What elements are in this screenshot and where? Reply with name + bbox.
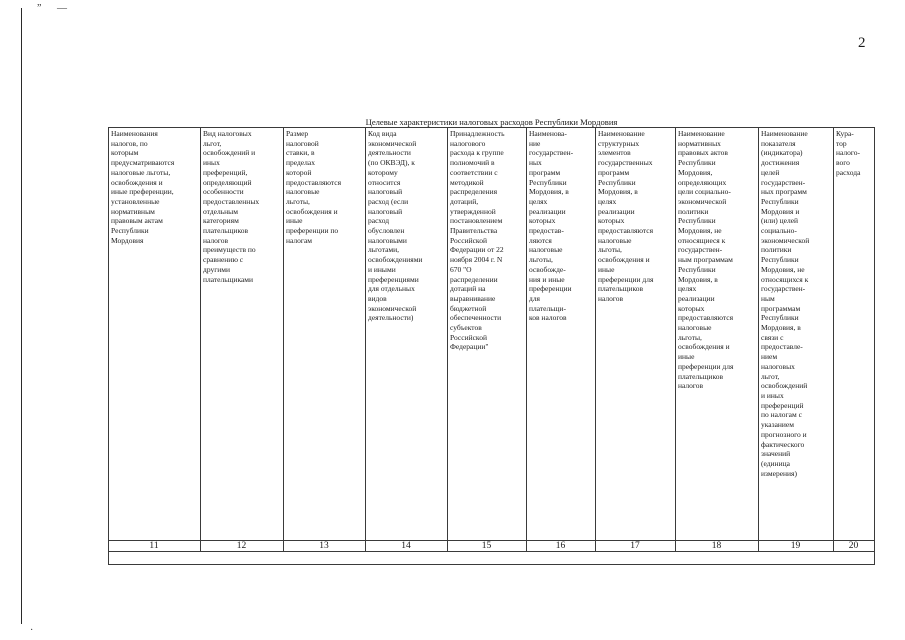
column-header-11: Наименования налогов, по которым предусматриваются налоговые льготы, освобождения и иные преференции, установленные нормативным правовым актам Республики Мордовия (111, 129, 175, 245)
table-title: Целевые характеристики налоговых расходов Республики Мордовия (365, 117, 618, 127)
tax-expense-table (108, 117, 875, 565)
table-rule (108, 127, 875, 128)
column-number-17: 17 (630, 541, 640, 551)
column-number-18: 18 (711, 541, 722, 551)
column-number-19: 19 (790, 541, 801, 551)
column-header-20: Кура- тор налого- вого расхода (836, 129, 861, 177)
table-rule (833, 127, 834, 552)
column-number-15: 15 (481, 541, 492, 551)
column-number-16: 16 (555, 541, 566, 551)
column-number-20: 20 (848, 541, 859, 551)
page-number: 2 (858, 35, 866, 51)
column-header-14: Код вида экономической деятельности (по ОКВЭД), к которому относится налоговый расход (если налоговый расход обусловлен налоговыми льготами, освобождениями и иными преференциями для отдельных видов экономической деятельности) (368, 129, 423, 323)
table-rule (108, 564, 875, 565)
column-number-11: 11 (149, 541, 159, 551)
table-rule (108, 551, 875, 552)
column-header-13: Размер налоговой ставки, в пределах которой предоставляются налоговые льготы, освобождения и иные преференции по налогам (286, 129, 342, 245)
column-number-14: 14 (401, 541, 411, 551)
scan-mark: ” (37, 3, 42, 14)
margin-rule (21, 8, 22, 624)
column-header-16: Наименова- ние государствен- ных программ Республики Мордовия, в целях реализации которых предостав- ляются налоговые льготы, освобожде- ния и иные преференции для плательщи- ков налогов (529, 129, 574, 323)
column-number-12: 12 (236, 541, 247, 551)
column-header-15: Принадлежность налогового расхода к группе полномочий в соответствии с методикой распределения дотаций, утвержденной постановлением Правительства Российской Федерации от 22 ноября 2004 г. N 670 "О распределении дотаций на выравнивание бюджетной обеспеченности субъектов Российской Федерации" (450, 129, 505, 352)
scan-mark: · (30, 625, 34, 636)
column-header-19: Наименование показателя (индикатора) достижения целей государствен- ных программ Республики Мордовия и (или) целей социально- экономической политики Республики Мордовия, не относящихся к государствен- ным программам Республики Мордовия, в связи с предоставле- нием налоговых льгот, освобождений и иных преференций по налогам с указанием прогнозного и фактического значений (единица измерения) (761, 129, 810, 478)
column-number-13: 13 (319, 541, 329, 551)
column-header-17: Наименование структурных элементов государственных программ Республики Мордовия, в целях реализации которых предоставляются налоговые льготы, освобождения и иные преференции для плательщиков налогов (598, 129, 654, 303)
column-header-12: Вид налоговых льгот, освобождений и иных преференций, определяющий особенности предоставленных отдельным категориям плательщиков налогов преимуществ по сравнению с другими плательщиками (203, 129, 260, 284)
table-rule (874, 127, 875, 565)
column-header-18: Наименование нормативных правовых актов Республики Мордовия, определяющих цели социально- экономической политики Республики Мордовия, не относящиеся к государствен- ным программам Республики Мордовия, в целях реализации которых предоставляются налоговые льготы, освобождения и иные преференции для плательщиков налогов (678, 129, 734, 391)
scan-mark: — (57, 3, 67, 14)
